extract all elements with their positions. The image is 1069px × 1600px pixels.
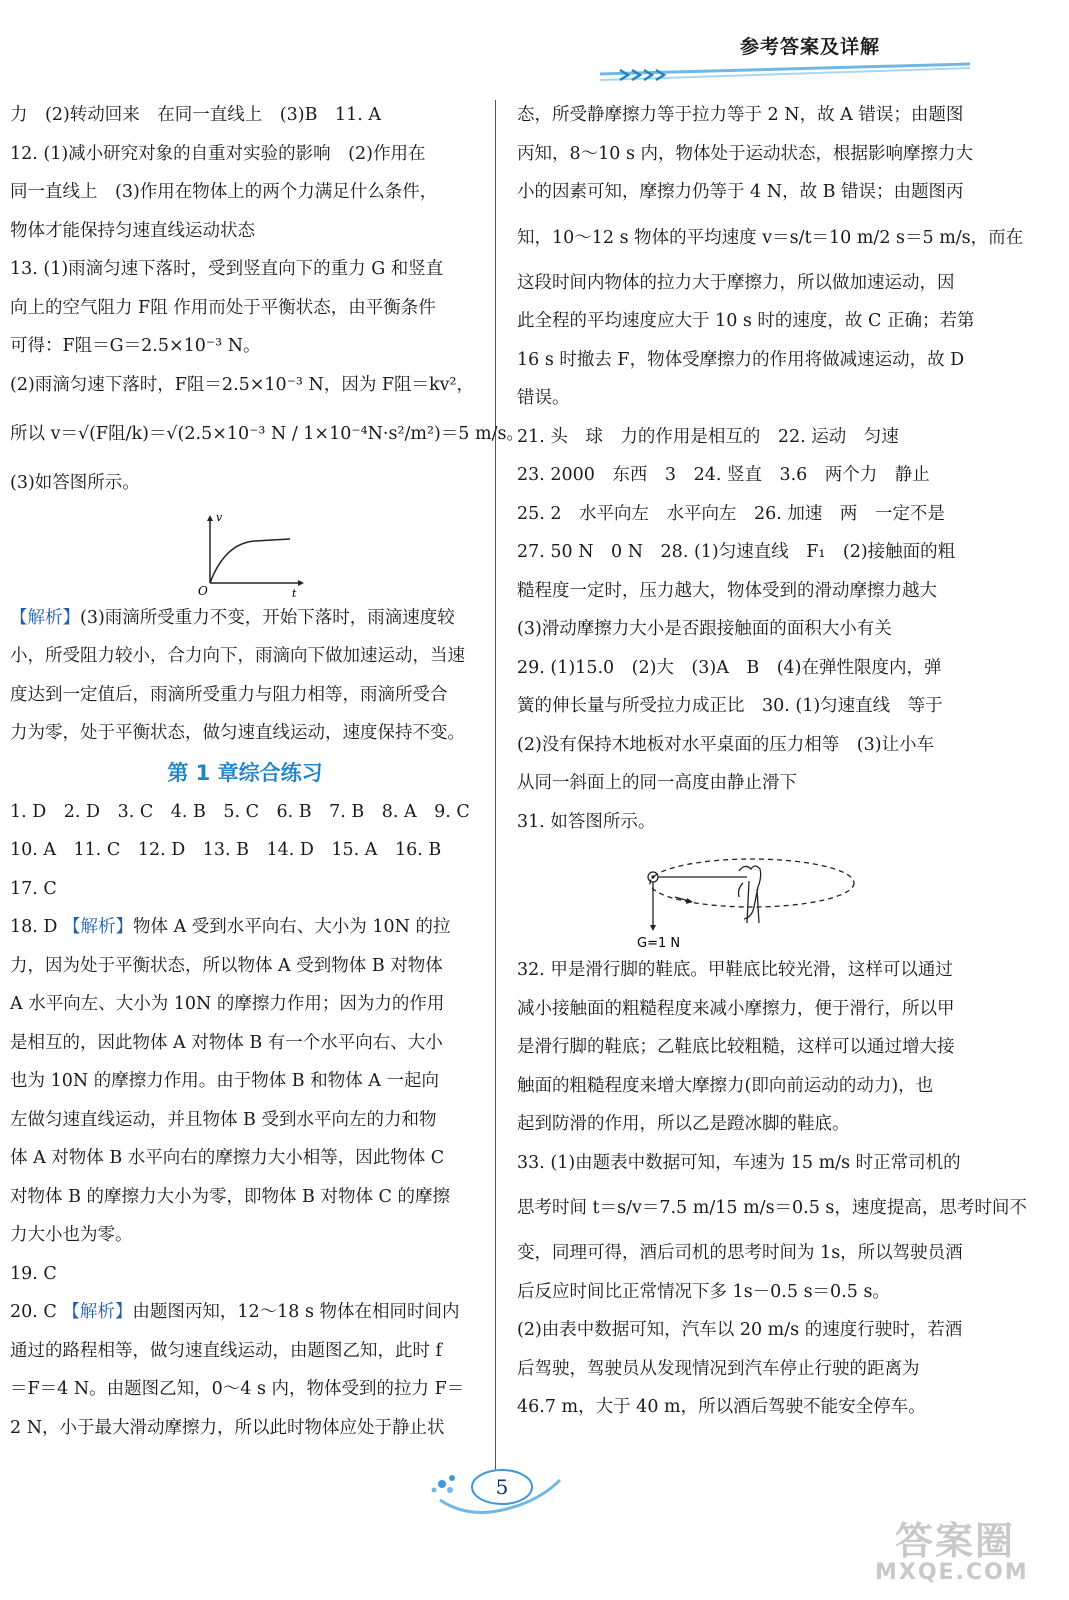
answer-line: 25. 2 水平向左 水平向左 26. 加速 两 一定不是: [517, 503, 945, 524]
text-line: 后反应时间比正常情况下多 1s－0.5 s＝0.5 s。: [517, 1281, 890, 1302]
answer-line: 21. 头 球 力的作用是相互的 22. 运动 匀速: [517, 426, 899, 447]
watermark: [875, 1510, 1055, 1590]
text-line: 是相互的，因此物体 A 对物体 B 有一个水平向右、大小: [10, 1032, 443, 1053]
text-line: A 水平向左、大小为 10N 的摩擦力作用；因为力的作用: [10, 994, 445, 1014]
q20-line: 20. C 【解析】由题图丙知，12～18 s 物体在相同时间内: [10, 1302, 460, 1322]
text-line: 触面的粗糙程度来增大摩擦力(即向前运动的动力)，也: [517, 1075, 934, 1096]
gravity-label: G=1 N: [637, 936, 681, 951]
text-line: 13. (1)雨滴匀速下落时，受到竖直向下的重力 G 和竖直: [10, 259, 444, 279]
watermark-url: MXQE.COM: [875, 1560, 1029, 1585]
text-line: (3)如答图所示。: [10, 473, 140, 493]
text-line: 后驾驶，驾驶员从发现情况到汽车停止行驶的距离为: [517, 1358, 920, 1379]
text-line: 左做匀速直线运动，并且物体 B 受到水平向左的力和物: [10, 1109, 437, 1130]
axis-v-label: v: [216, 510, 223, 524]
circular-motion-figure: [517, 841, 987, 951]
text-line: 这段时间内物体的拉力大于摩擦力，所以做加速运动，因: [517, 272, 955, 293]
text-line: ＝F＝4 N。由题图乙知，0～4 s 内，物体受到的拉力 F＝: [10, 1379, 465, 1399]
text-line: 度达到一定值后，雨滴所受重力与阻力相等，雨滴所受合: [10, 684, 448, 705]
text-line: 是滑行脚的鞋底；乙鞋底比较粗糙，这样可以通过增大接: [517, 1037, 955, 1057]
velocity-time-graph: [10, 503, 480, 599]
text-line: 小的因素可知，摩擦力仍等于 4 N，故 B 错误；由题图丙: [517, 182, 964, 202]
text-line: 从同一斜面上的同一高度由静止滑下: [517, 773, 797, 793]
text-line: 小，所受阻力较小，合力向下，雨滴向下做加速运动，当速: [10, 646, 465, 666]
text-line: 减小接触面的粗糙程度来减小摩擦力，便于滑行，所以甲: [517, 998, 955, 1019]
text-line: 46.7 m，大于 40 m，所以酒后驾驶不能安全停车。: [517, 1397, 926, 1417]
answer-line: 29. (1)15.0 (2)大 (3)A B (4)在弹性限度内，弹: [517, 657, 942, 678]
column-divider: [495, 100, 496, 1475]
text-line: (3)滑动摩擦力大小是否跟接触面的面积大小有关: [517, 619, 892, 639]
origin-label: O: [198, 583, 208, 598]
text-line: 糙程度一定时，压力越大，物体受到的滑动摩擦力越大: [517, 580, 937, 601]
answer-line: 23. 2000 东西 3 24. 竖直 3.6 两个力 静止: [517, 465, 930, 485]
answer-line: 27. 50 N 0 N 28. (1)匀速直线 F₁ (2)接触面的粗: [517, 542, 956, 562]
text-line: 同一直线上 (3)作用在物体上的两个力满足什么条件，: [10, 182, 438, 202]
text-line: 态，所受静摩擦力等于拉力等于 2 N，故 A 错误；由题图: [517, 105, 964, 125]
text-line: 12. (1)减小研究对象的自重对实验的影响 (2)作用在: [10, 143, 426, 164]
analysis-line: 【解析】(3)雨滴所受重力不变，开始下落时，雨滴速度较: [10, 607, 455, 628]
header-title: 参考答案及详解: [739, 36, 880, 58]
text-line: 力为零，处于平衡状态，做匀速直线运动，速度保持不变。: [10, 723, 465, 743]
page-header: [560, 30, 980, 90]
text-line: 2 N，小于最大滑动摩擦力，所以此时物体应处于静止状: [10, 1417, 445, 1438]
section-title: 第 1 章综合练习: [167, 760, 323, 785]
analysis-tag: 【解析】: [10, 607, 80, 628]
text-line: 力，因为处于平衡状态，所以物体 A 受到物体 B 对物体: [10, 955, 443, 976]
answer-line: 17. C: [10, 878, 57, 899]
answer-line: 1. D 2. D 3. C 4. B 5. C 6. B 7. B 8. A 9. C: [10, 801, 470, 822]
text-line: 物体才能保持匀速直线运动状态: [10, 220, 255, 241]
formula-line: 所以 v＝√(F阻/k)＝√(2.5×10⁻³ N / 1×10⁻⁴N·s²/m²)＝5 m/s。: [10, 424, 524, 444]
text-line: 16 s 时撤去 F，物体受摩擦力的作用将做减速运动，故 D: [517, 349, 965, 370]
text-line: 起到防滑的作用，所以乙是蹬冰脚的鞋底。: [517, 1114, 850, 1134]
text-line: 错误。: [517, 388, 570, 408]
text-line: 32. 甲是滑行脚的鞋底。甲鞋底比较光滑，这样可以通过: [517, 960, 953, 980]
text-line: (2)没有保持木地板对水平桌面的压力相等 (3)让小车: [517, 734, 935, 755]
text-line: 力大小也为零。: [10, 1225, 133, 1245]
text-line: 33. (1)由题表中数据可知，车速为 15 m/s 时正常司机的: [517, 1152, 961, 1173]
left-column: [10, 96, 524, 1447]
page-number: 5: [495, 1475, 509, 1499]
q18-line: 18. D 【解析】物体 A 受到水平向右、大小为 10N 的拉: [10, 917, 451, 937]
text-line: 变，同理可得，酒后司机的思考时间为 1s，所以驾驶员酒: [517, 1243, 963, 1263]
text-line: 丙知，8～10 s 内，物体处于运动状态，根据影响摩擦力大: [517, 143, 974, 164]
text-line: 通过的路程相等，做匀速直线运动，由题图乙知，此时 f: [10, 1340, 443, 1361]
text-line: 力 (2)转动回来 在同一直线上 (3)B 11. A: [10, 105, 381, 125]
watermark-text: 答案圈: [895, 1519, 1016, 1563]
text-line: 此全程的平均速度应大于 10 s 时的速度，故 C 正确；若第: [517, 311, 975, 331]
formula-line: 知，10～12 s 物体的平均速度 v＝s/t＝10 m/2 s＝5 m/s，而在: [517, 227, 1024, 248]
formula-line: 思考时间 t＝s/v＝7.5 m/15 m/s＝0.5 s，速度提高，思考时间不: [517, 1198, 1027, 1218]
page-footer: [420, 1460, 570, 1520]
header-rule-decoration: [560, 60, 980, 90]
right-column: [517, 96, 1027, 1427]
axis-t-label: t: [292, 586, 297, 599]
text-line: (2)雨滴匀速下落时，F阻＝2.5×10⁻³ N，因为 F阻＝kv²，: [10, 374, 475, 395]
text-line: (2)由表中数据可知，汽车以 20 m/s 的速度行驶时，若酒: [517, 1320, 963, 1340]
text-line: 也为 10N 的摩擦力作用。由于物体 B 和物体 A 一起向: [10, 1071, 439, 1091]
text-line: 体 A 对物体 B 水平向右的摩擦力大小相等，因此物体 C: [10, 1148, 445, 1168]
answer-line: 19. C: [10, 1263, 57, 1284]
text-line: 对物体 B 的摩擦力大小为零，即物体 B 对物体 C 的摩擦: [10, 1186, 450, 1207]
answer-line: 10. A 11. C 12. D 13. B 14. D 15. A 16. B: [10, 840, 442, 860]
text-line: 簧的伸长量与所受拉力成正比 30. (1)匀速直线 等于: [517, 696, 943, 716]
text-line: 31. 如答图所示。: [517, 811, 656, 832]
text-line: 可得：F阻＝G＝2.5×10⁻³ N。: [10, 336, 261, 356]
text-line: 向上的空气阻力 F阻 作用而处于平衡状态，由平衡条件: [10, 297, 436, 318]
